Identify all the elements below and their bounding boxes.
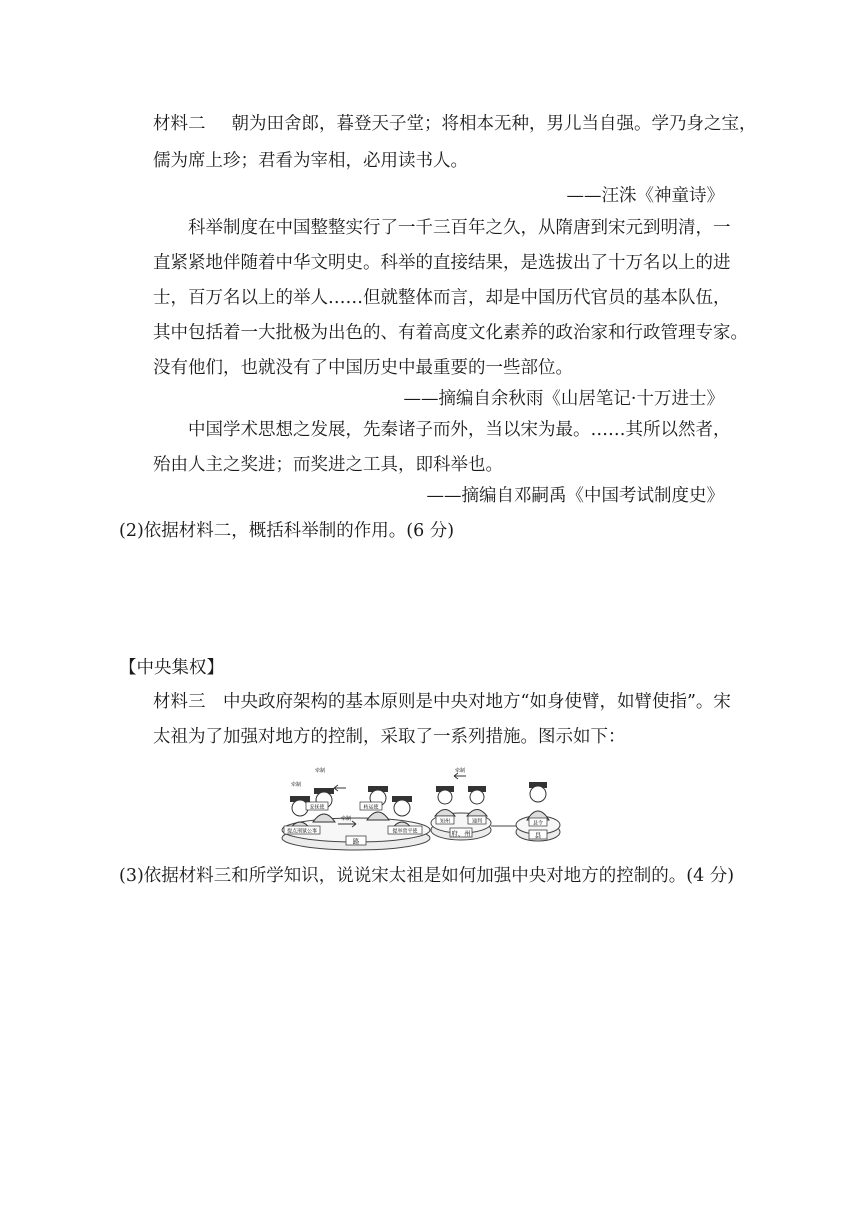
arrow-label: 牵制 (340, 816, 352, 822)
arrow-label: 牵制 (290, 782, 302, 788)
arrow-label: 牵制 (314, 768, 326, 774)
official-label: 转运使 (363, 804, 379, 811)
platform-label-fu: 府、州 (451, 829, 471, 838)
question-2: (2)依据材料二，概括科举制的作用。(6 分) (119, 521, 455, 541)
material2-poem-line1 (153, 110, 757, 135)
para2-source: ——摘编自邓嗣禹《中国考试制度史》 (426, 486, 724, 506)
official-figure (435, 786, 455, 816)
para1-line: 其中包括着一大批极为出色的、有着高度文化素养的政治家和行政管理专家。 (153, 323, 748, 343)
para1-line: 科举制度在中国整整实行了一千三百年之久，从隋唐到宋元到明清，一 (188, 218, 731, 238)
para2-line: 中国学术思想之发展，先秦诸子而外，当以宋为最。……其所以然者， (188, 420, 731, 440)
official-label: 安抚使 (309, 804, 325, 811)
official-label: 提点刑狱公事 (286, 828, 318, 835)
para1-line: 直紧紧地伴随着中华文明史。科举的直接结果，是选拔出了十万名以上的进 (153, 253, 731, 273)
material-label: 材料二 (153, 114, 206, 134)
para1-source: ——摘编自余秋雨《山居笔记·十万进士》 (403, 389, 724, 409)
official-label: 县令 (532, 820, 544, 827)
section-heading: 【中央集权】 (119, 658, 224, 678)
platform-label-xian: 县 (534, 831, 542, 840)
para2-line: 殆由人主之奖进；而奖进之工具，即科举也。 (153, 455, 503, 475)
song-control-diagram (276, 752, 576, 852)
material3-line1: 材料三 中央政府架构的基本原则是中央对地方“如身使臂，如臂使指”。宋 (153, 692, 731, 712)
para1-line: 士，百万名以上的举人……但就整体而言，却是中国历代官员的基本队伍， (153, 288, 731, 308)
official-figure (467, 786, 487, 816)
poem-source: ——汪洙《神童诗》 (566, 186, 724, 206)
para1-line: 没有他们，也就没有了中国历史中最重要的一些部位。 (153, 358, 573, 378)
material3-line2: 太祖为了加强对地方的控制，采取了一系列措施。图示如下： (153, 727, 626, 747)
material2-poem-line2: 儒为席上珍；君看为宰相，必用读书人。 (153, 151, 468, 171)
arrow-label: 牵制 (454, 768, 466, 774)
arrow-icon (334, 785, 346, 791)
poem-text: 朝为田舍郎，暮登天子堂；将相本无种，男儿当自强。学乃身之宝， (231, 114, 757, 134)
official-label: 提举常平使 (392, 828, 418, 835)
official-label: 知州 (439, 818, 451, 825)
official-label: 通判 (471, 818, 483, 825)
question-3: (3)依据材料三和所学知识，说说宋太祖是如何加强中央对地方的控制的。(4 分) (119, 866, 735, 886)
official-figure (527, 782, 549, 820)
platform-label-lu: 路 (352, 837, 360, 846)
